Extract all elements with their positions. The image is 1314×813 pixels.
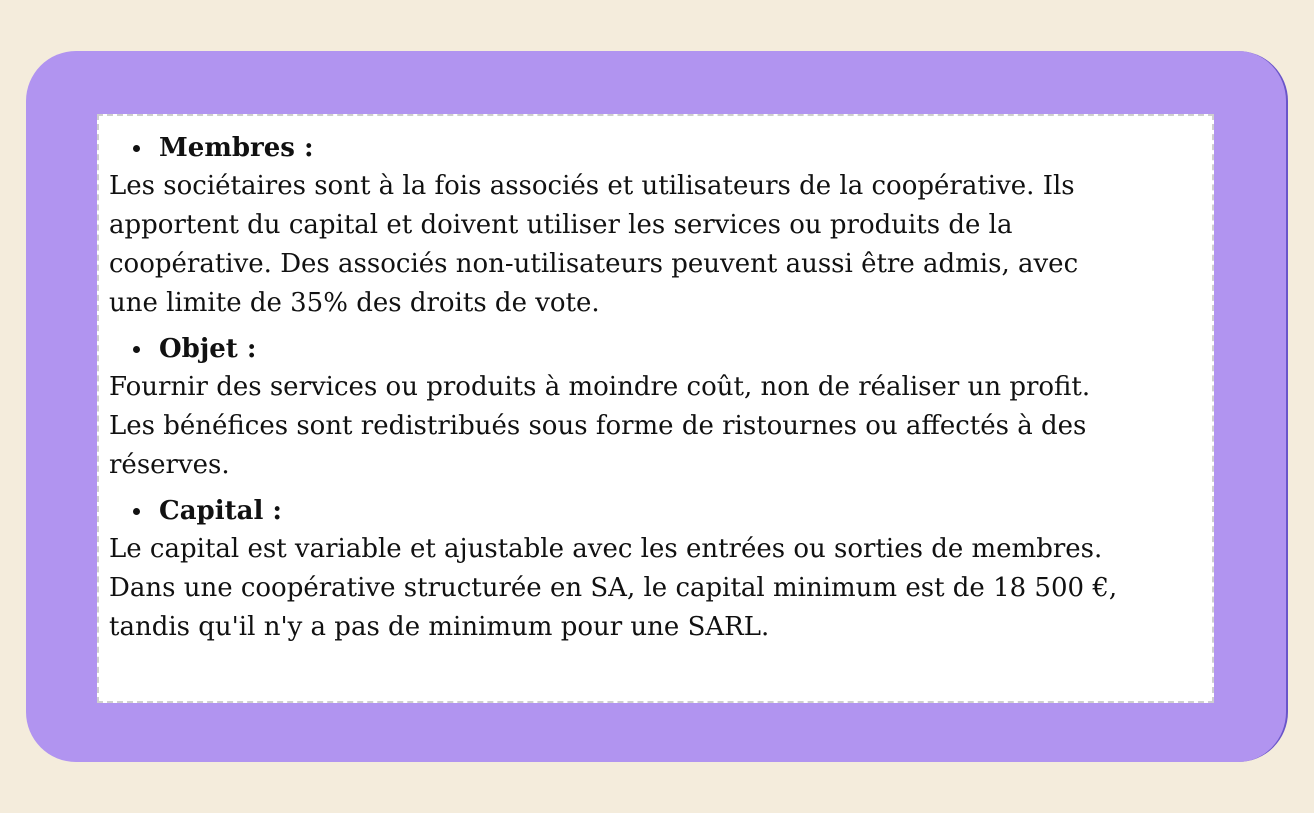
content-panel — [97, 114, 1214, 703]
bullet-icon — [133, 145, 140, 152]
section-text: Fournir des services ou produits à moindre coût, non de réaliser un profit. Les bénéfices sont redistribués sous forme de ristournes ou affectés à des réserves. — [109, 372, 1091, 480]
section-title: Objet : — [159, 333, 257, 364]
section-title: Membres : — [159, 132, 314, 163]
section-membres — [109, 130, 1202, 323]
bullet-icon — [133, 508, 140, 515]
section-title: Capital : — [159, 495, 282, 526]
section-text: Les sociétaires sont à la fois associés et utilisateurs de la coopérative. Ils apportent du capital et doivent utiliser les services ou produits de la coopérative. Des associés non-utilisateurs peuvent aussi être admis, avec une limite de 35% des droits de vote. — [109, 171, 1079, 318]
section-objet — [109, 331, 1202, 485]
bullet-icon — [133, 346, 140, 353]
card-frame — [26, 51, 1288, 762]
section-heading — [133, 331, 1202, 367]
section-heading — [133, 130, 1202, 166]
section-capital — [109, 493, 1202, 647]
section-text: Le capital est variable et ajustable avec les entrées ou sorties de membres. Dans une coopérative structurée en SA, le capital minimum est de 18 500 €, tandis qu'il n'y a pas de minimum pour une SARL. — [109, 534, 1118, 642]
section-heading — [133, 493, 1202, 529]
